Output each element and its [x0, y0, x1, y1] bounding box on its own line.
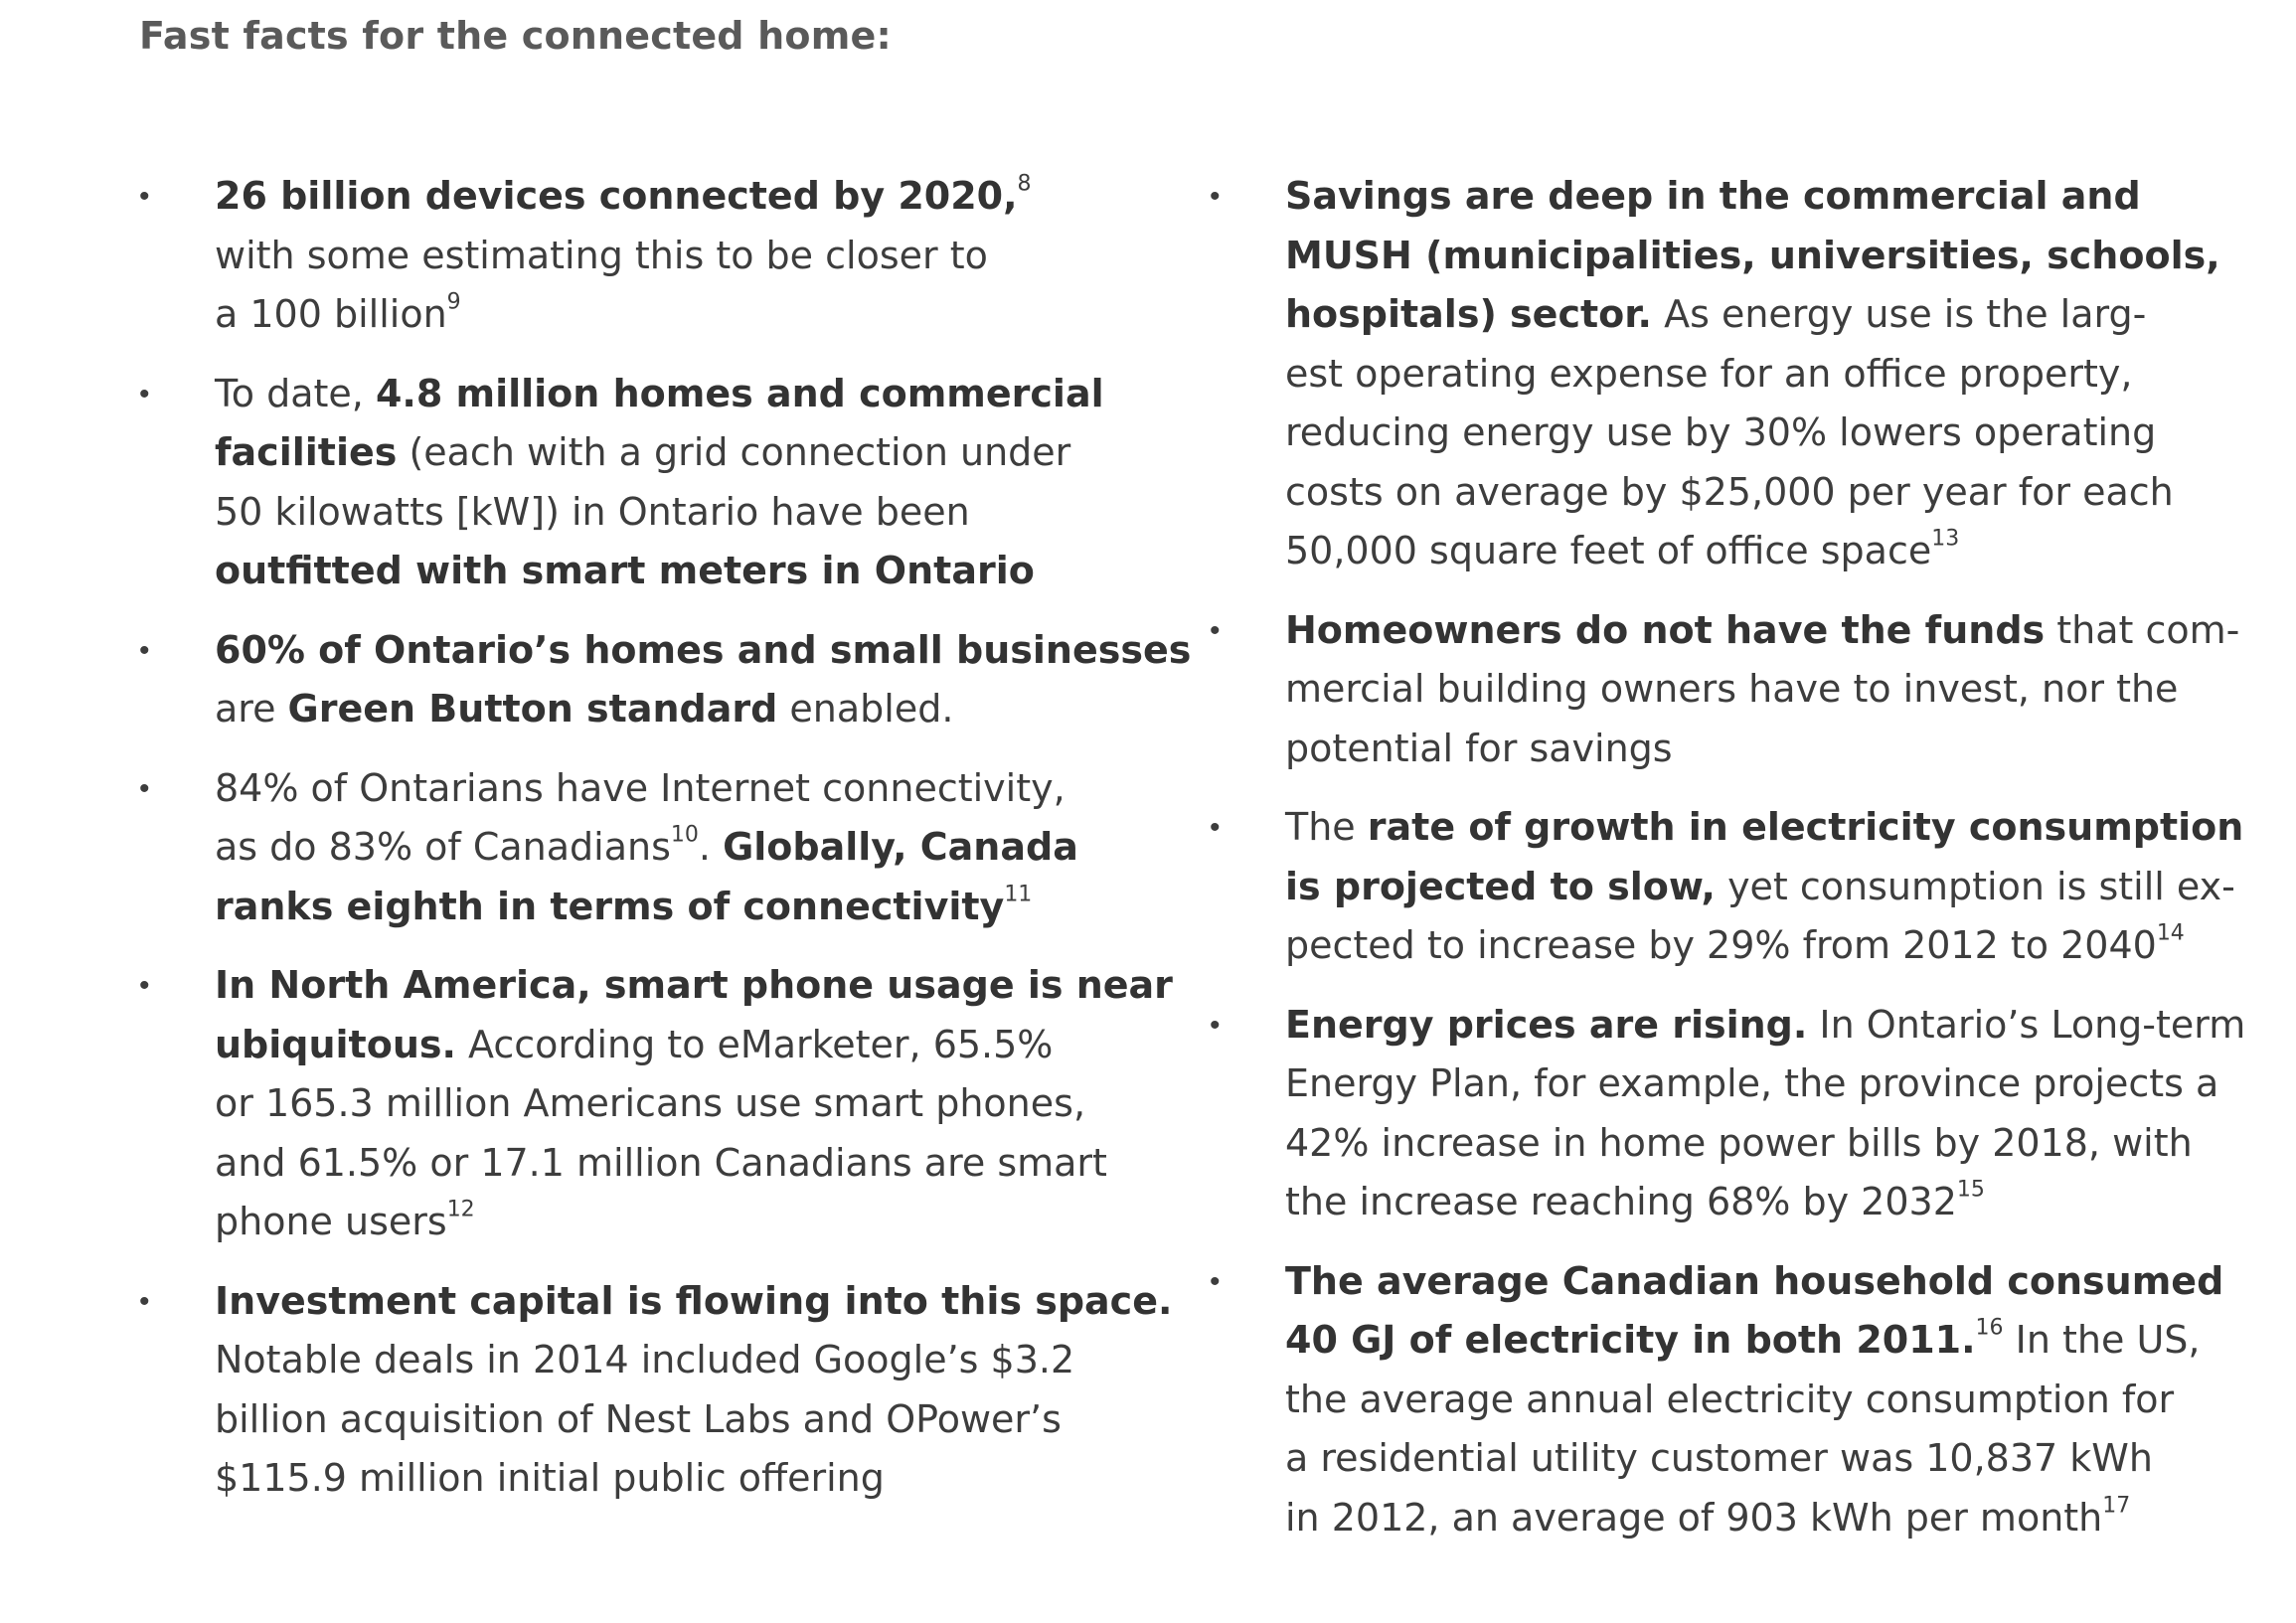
fact-line: [1285, 285, 2184, 345]
footnote-ref: 13: [1931, 526, 1960, 552]
bullet-icon: •: [1210, 612, 1221, 648]
fact-emphasis: MUSH (municipalities, universities, schools,: [1285, 233, 2220, 277]
fact-line: [215, 423, 1113, 483]
fact-text: 42% increase in home power bills by 2018, with: [1285, 1120, 2193, 1165]
footnote-ref: 9: [446, 289, 461, 315]
fact-text: 50,000 square feet of office space: [1285, 529, 1932, 572]
bullet-icon: •: [139, 376, 150, 411]
fact-text: in 2012, an average of 903 kWh per month: [1285, 1495, 2103, 1540]
fact-line: [1285, 227, 2220, 286]
right-fact-list: [1210, 167, 2246, 1567]
fact-line: [215, 956, 1173, 1016]
fact-line: [1285, 345, 2184, 405]
fact-text: the increase reaching 68% by 2032: [1285, 1180, 1957, 1223]
bullet-icon: •: [1210, 179, 1221, 214]
fact-item: [1210, 167, 2220, 581]
fact-line: [215, 1074, 1113, 1134]
fact-line: [1285, 167, 2184, 227]
fact-item: [1210, 1252, 2224, 1548]
fact-line: [1285, 1429, 2184, 1489]
fact-text: are: [215, 687, 288, 730]
fact-emphasis: Savings are deep in the commercial and: [1285, 174, 2141, 218]
fact-line: [215, 759, 1113, 819]
fact-line: [1285, 601, 2240, 661]
fact-emphasis: 4.8 million homes and commercial: [375, 371, 1104, 415]
footnote-ref: 16: [1975, 1315, 2004, 1341]
fact-item: [1210, 996, 2246, 1232]
fact-line: [215, 1134, 1113, 1194]
fact-line: [1285, 720, 2184, 779]
bullet-icon: •: [1210, 810, 1221, 845]
page-heading: Fast facts for the connected home:: [139, 14, 892, 58]
fact-line: [215, 1449, 1113, 1509]
fact-emphasis: Green Button standard: [287, 687, 778, 730]
footnote-ref: 12: [446, 1197, 475, 1222]
fact-emphasis: outfitted with smart meters in Ontario: [215, 549, 1035, 592]
fact-line: [1285, 463, 2184, 523]
fact-item: [139, 621, 1192, 739]
fact-line: [1285, 1055, 2219, 1114]
fact-text: phone users: [215, 1200, 447, 1243]
fact-text: a residential utility customer was 10,837 kWh: [1285, 1436, 2153, 1480]
fact-text: As energy use is the larg-: [1652, 292, 2147, 336]
fact-item: [139, 167, 1113, 345]
fact-item: [139, 365, 1113, 601]
bullet-icon: •: [139, 770, 150, 806]
fact-line: [215, 365, 1113, 424]
fact-line: [215, 542, 1113, 601]
bullet-icon: •: [1210, 1263, 1221, 1299]
fact-emphasis: Homeowners do not have the funds: [1285, 607, 2046, 652]
footnote-ref: 15: [1956, 1177, 1985, 1203]
fact-line: [215, 227, 1113, 286]
fact-text: that com-: [2045, 607, 2240, 652]
footnote-ref: 8: [1017, 171, 1032, 197]
fact-text: .: [698, 825, 724, 869]
fact-line: [1285, 916, 2184, 976]
fact-text: In the US,: [2003, 1318, 2201, 1362]
fact-text: and 61.5% or 17.1 million Canadians are smart: [215, 1140, 1107, 1185]
fact-emphasis: Investment capital is flowing into this space.: [215, 1278, 1173, 1323]
fact-line: [1285, 1371, 2184, 1430]
bullet-icon: •: [139, 179, 150, 214]
fact-text: mercial building owners have to invest, nor the: [1285, 667, 2179, 711]
fact-emphasis: In North America, smart phone usage is near: [215, 963, 1173, 1007]
fact-text: est operating expense for an office property,: [1285, 351, 2133, 396]
fact-emphasis: Globally, Canada: [723, 825, 1078, 869]
fact-line: [1285, 522, 2184, 581]
fact-text: To date,: [215, 371, 376, 415]
fact-emphasis: Energy prices are rising.: [1285, 1002, 1808, 1047]
fact-emphasis: ubiquitous.: [215, 1022, 456, 1066]
fact-text: Energy Plan, for example, the province projects a: [1285, 1061, 2219, 1105]
fact-text: The: [1285, 805, 1368, 849]
bullet-icon: •: [139, 632, 150, 668]
fact-text: billion acquisition of Nest Labs and OPower’s: [215, 1396, 1062, 1441]
fact-line: [1285, 996, 2246, 1055]
fact-line: [1285, 1173, 2184, 1232]
fact-emphasis: 26 billion devices connected by 2020,: [215, 174, 1018, 218]
fact-line: [215, 1272, 1173, 1332]
fact-emphasis: facilities: [215, 430, 398, 474]
fact-text: 84% of Ontarians have Internet connectivity,: [215, 765, 1066, 810]
fact-text: 50 kilowatts [kW]) in Ontario have been: [215, 489, 970, 534]
fact-line: [1285, 1311, 2201, 1371]
fact-text: According to eMarketer, 65.5%: [455, 1022, 1054, 1066]
fact-text: as do 83% of Canadians: [215, 825, 671, 869]
fact-line: [1285, 1489, 2184, 1548]
fact-line: [215, 1016, 1113, 1075]
fact-emphasis: rate of growth in electricity consumption: [1367, 805, 2244, 849]
fact-item: [139, 956, 1173, 1252]
footnote-ref: 11: [1004, 881, 1033, 906]
fact-line: [215, 1331, 1113, 1390]
fact-text: Notable deals in 2014 included Google’s $3.2: [215, 1338, 1075, 1381]
fact-line: [215, 818, 1113, 878]
fact-line: [215, 285, 1113, 345]
fact-line: [215, 483, 1113, 543]
bullet-icon: •: [139, 1283, 150, 1319]
fact-text: yet consumption is still ex-: [1715, 864, 2235, 908]
fact-text: In Ontario’s Long-term: [1807, 1002, 2246, 1047]
fact-emphasis: ranks eighth in terms of connectivity: [215, 884, 1005, 928]
fact-line: [215, 621, 1192, 681]
fact-text: with some estimating this to be closer to: [215, 233, 988, 277]
fact-line: [1285, 660, 2184, 720]
fact-item: [139, 759, 1113, 937]
fact-text: pected to increase by 29% from 2012 to 2040: [1285, 923, 2157, 967]
fact-line: [1285, 798, 2244, 858]
fact-item: [139, 1272, 1173, 1509]
fact-emphasis: is projected to slow,: [1285, 864, 1716, 908]
left-fact-list: [139, 167, 1192, 1529]
fact-emphasis: hospitals) sector.: [1285, 292, 1652, 336]
fact-text: the average annual electricity consumption for: [1285, 1377, 2175, 1421]
fact-line: [215, 878, 1113, 937]
fact-text: or 165.3 million Americans use smart phones,: [215, 1081, 1086, 1125]
bullet-icon: •: [139, 968, 150, 1003]
fact-line: [215, 1390, 1113, 1450]
fact-line: [1285, 1114, 2193, 1174]
footnote-ref: 10: [670, 822, 699, 848]
fact-item: [1210, 601, 2240, 779]
fact-line: [1285, 858, 2235, 917]
bullet-icon: •: [1210, 1007, 1221, 1043]
fact-emphasis: 60% of Ontario’s homes and small businesses: [215, 627, 1192, 672]
fact-item: [1210, 798, 2244, 976]
fact-emphasis: The average Canadian household consumed: [1285, 1258, 2224, 1303]
fact-text: costs on average by $25,000 per year for each: [1285, 469, 2174, 514]
fact-line: [215, 1193, 1113, 1252]
fact-line: [215, 680, 1113, 739]
fact-text: $115.9 million initial public offering: [215, 1456, 885, 1500]
fact-text: enabled.: [777, 687, 954, 730]
fact-text: reducing energy use by 30% lowers operating: [1285, 410, 2157, 454]
fact-line: [1285, 1252, 2224, 1312]
fact-text: a 100 billion: [215, 292, 447, 336]
fact-line: [1285, 404, 2184, 463]
footnote-ref: 17: [2102, 1492, 2131, 1518]
fact-text: (each with a grid connection under: [397, 430, 1071, 474]
fact-line: [215, 167, 1113, 227]
fact-text: potential for savings: [1285, 726, 1673, 770]
footnote-ref: 14: [2156, 920, 2185, 946]
fact-emphasis: 40 GJ of electricity in both 2011.: [1285, 1318, 1976, 1362]
